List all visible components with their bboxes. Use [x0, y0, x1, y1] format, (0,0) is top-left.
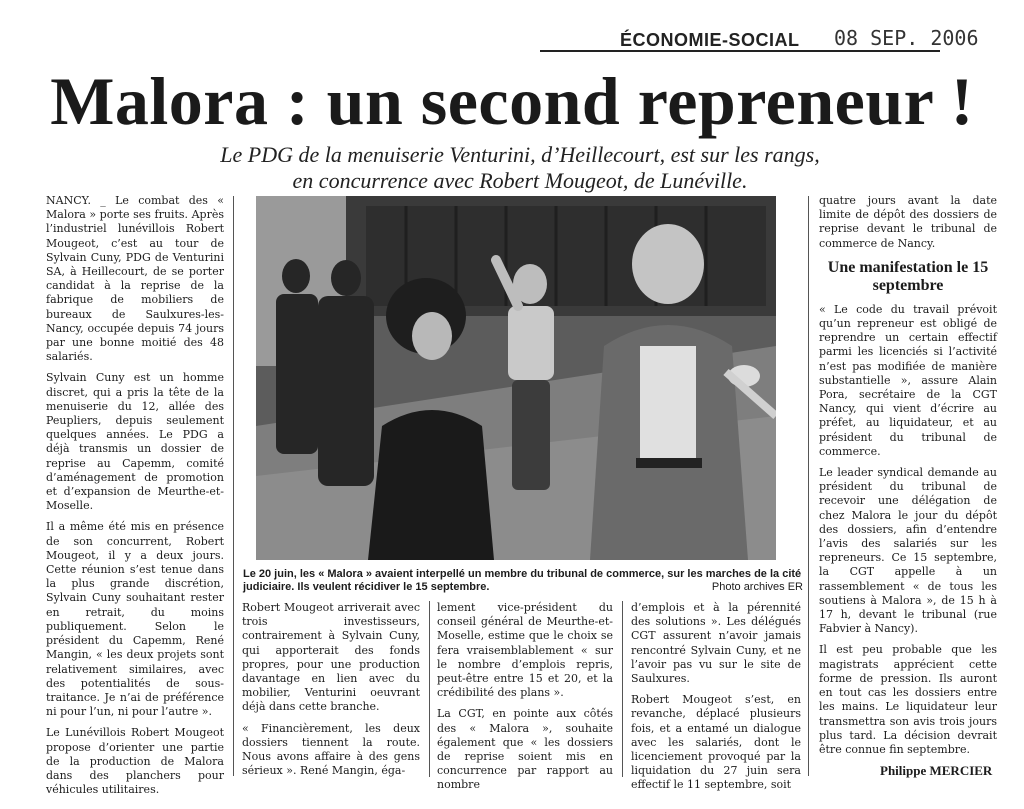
- article-column-2: [242, 601, 420, 785]
- paragraph: Il a même été mis en présence de son concurrent, Robert Mougeot, il y a deux jours. Cette réunion s’est tenue dans la plus grande discrétion, Sylvain Cuny souhaitant rester en retrait, du moins publiquement. Selon le président du Capemm, René Mangin, « les deux projets sont relativement similaires, avec des potentialités de sous-traitance. Je n’ai de préférence ni pour l’un, ni pour l’autre ».: [46, 520, 224, 719]
- paragraph: « Financièrement, les deux dossiers tiennent la route. Nous avons affaire à des gens sérieux ». René Mangin, éga-: [242, 721, 420, 778]
- paragraph: Le leader syndical demande au président du tribunal de recevoir une délégation de chez Malora le jour du dépôt des dossiers, afin d’entendre l’avis des salariés sur les repreneurs. Ce 15 septembre, la CGT appelle à un rassemblement « de tous les soutiens à Malora », de 15 h à 17 h, devant le tribunal (rue Fabvier à Nancy).: [819, 466, 997, 636]
- article-column-1: [46, 194, 224, 804]
- paragraph: La CGT, en pointe aux côtés des « Malora », souhaite également que « les dossiers de reprise soient mis en concurrence par rapport au nombre: [437, 707, 613, 792]
- paragraph: Sylvain Cuny est un homme discret, qui a pris la tête de la menuiserie du 12, allée des Peupliers, depuis seulement quelques années. Le PDG a déjà transmis un dossier de reprise au Capemm, comité d’aménagement de promotion et d’expansion de Meurthe-et-Moselle.: [46, 371, 224, 513]
- subheadline: [120, 142, 920, 194]
- news-photo: [256, 196, 776, 560]
- paragraph: quatre jours avant la date limite de dépôt des dossiers de reprise devant le tribunal de commerce de Nancy.: [819, 194, 997, 250]
- author-byline: Philippe MERCIER: [880, 763, 993, 778]
- paragraph: Robert Mougeot arriverait avec trois investisseurs, contrairement à Sylvain Cuny, qui apporterait des fonds propres, pour une production davantage en lien avec du mobilier, Venturini oeuvrant déjà dans cette branche.: [242, 601, 420, 714]
- article-column-4: [631, 601, 801, 800]
- subheadline-line-1: Le PDG de la menuiserie Venturini, d’Heillecourt, est sur les rangs,: [220, 142, 820, 167]
- paragraph: Il est peu probable que les magistrats apprécient cette forme de pression. Ils auront en tout cas les dossiers entre les mains. Le liquidateur leur transmettra son avis trois jours plus tard. La décision devrait être connue fin septembre.: [819, 643, 997, 756]
- column-divider: [808, 196, 809, 776]
- article-column-3: [437, 601, 613, 800]
- headline: Malora : un second repreneur !: [50, 63, 974, 139]
- photo-credit: Photo archives ER: [708, 581, 803, 594]
- caption-text: Le 20 juin, les « Malora » avaient interpellé un membre du tribunal de commerce, sur les marches de la cité judiciaire. Ils veulent récidiver le 15 septembre.: [243, 568, 802, 593]
- subheadline-line-2: en concurrence avec Robert Mougeot, de Lunéville.: [292, 168, 748, 193]
- column-divider: [233, 196, 234, 776]
- photo-illustration: [256, 196, 776, 560]
- paragraph: « Le code du travail prévoit qu’un repreneur est obligé de reprendre un certain effectif parmi les licenciés si l’activité n’est pas modifiée de manière substantielle », assure Alain Pora, secrétaire de la CGT Nancy, qui vient d’écrire au préfet, au liquidateur, et au président du tribunal de commerce.: [819, 302, 997, 458]
- paragraph: d’emplois et à la pérennité des solutions ». Les délégués CGT assurent n’avoir jamais rencontré Sylvain Cuny, et ne l’avoir pas vu sur le site de Saulxures.: [631, 601, 801, 686]
- section-heading: Une manifestation le 15 septembre: [827, 258, 989, 294]
- article-column-5: [819, 194, 997, 764]
- paragraph: lement vice-président du conseil général de Meurthe-et-Moselle, estime que le choix se fera vraisemblablement « sur le nombre d’emplois repris, peut-être entre 15 et 20, et la crédibilité des plans ».: [437, 601, 613, 700]
- column-divider: [429, 601, 430, 777]
- section-rubric: ÉCONOMIE-SOCIAL: [620, 30, 800, 50]
- header-rule: [540, 50, 940, 52]
- paragraph: NANCY. _ Le combat des « Malora » porte ses fruits. Après l’industriel lunévillois Robert Mougeot, c’est au tour de Sylvain Cuny, PDG de Venturini SA, à Heillecourt, de se porter candidat à la reprise de la fabrique de mobiliers de bureaux de Saulxures-les-Nancy, occupée depuis 74 jours par une bonne moitié des 48 salariés.: [46, 194, 224, 364]
- column-divider: [622, 601, 623, 777]
- paragraph: Robert Mougeot s’est, en revanche, déplacé plusieurs fois, et a entamé un dialogue avec les salariés, dont le licenciement provoqué par la liquidation du 27 juin sera effectif le 11 septembre, soit: [631, 693, 801, 792]
- date-stamp: 08 SEP. 2006: [834, 26, 979, 50]
- paragraph: Le Lunévillois Robert Mougeot propose d’orienter une partie de la production de Malora dans des planchers pour véhicules utilitaires.: [46, 726, 224, 797]
- photo-caption: [243, 568, 803, 594]
